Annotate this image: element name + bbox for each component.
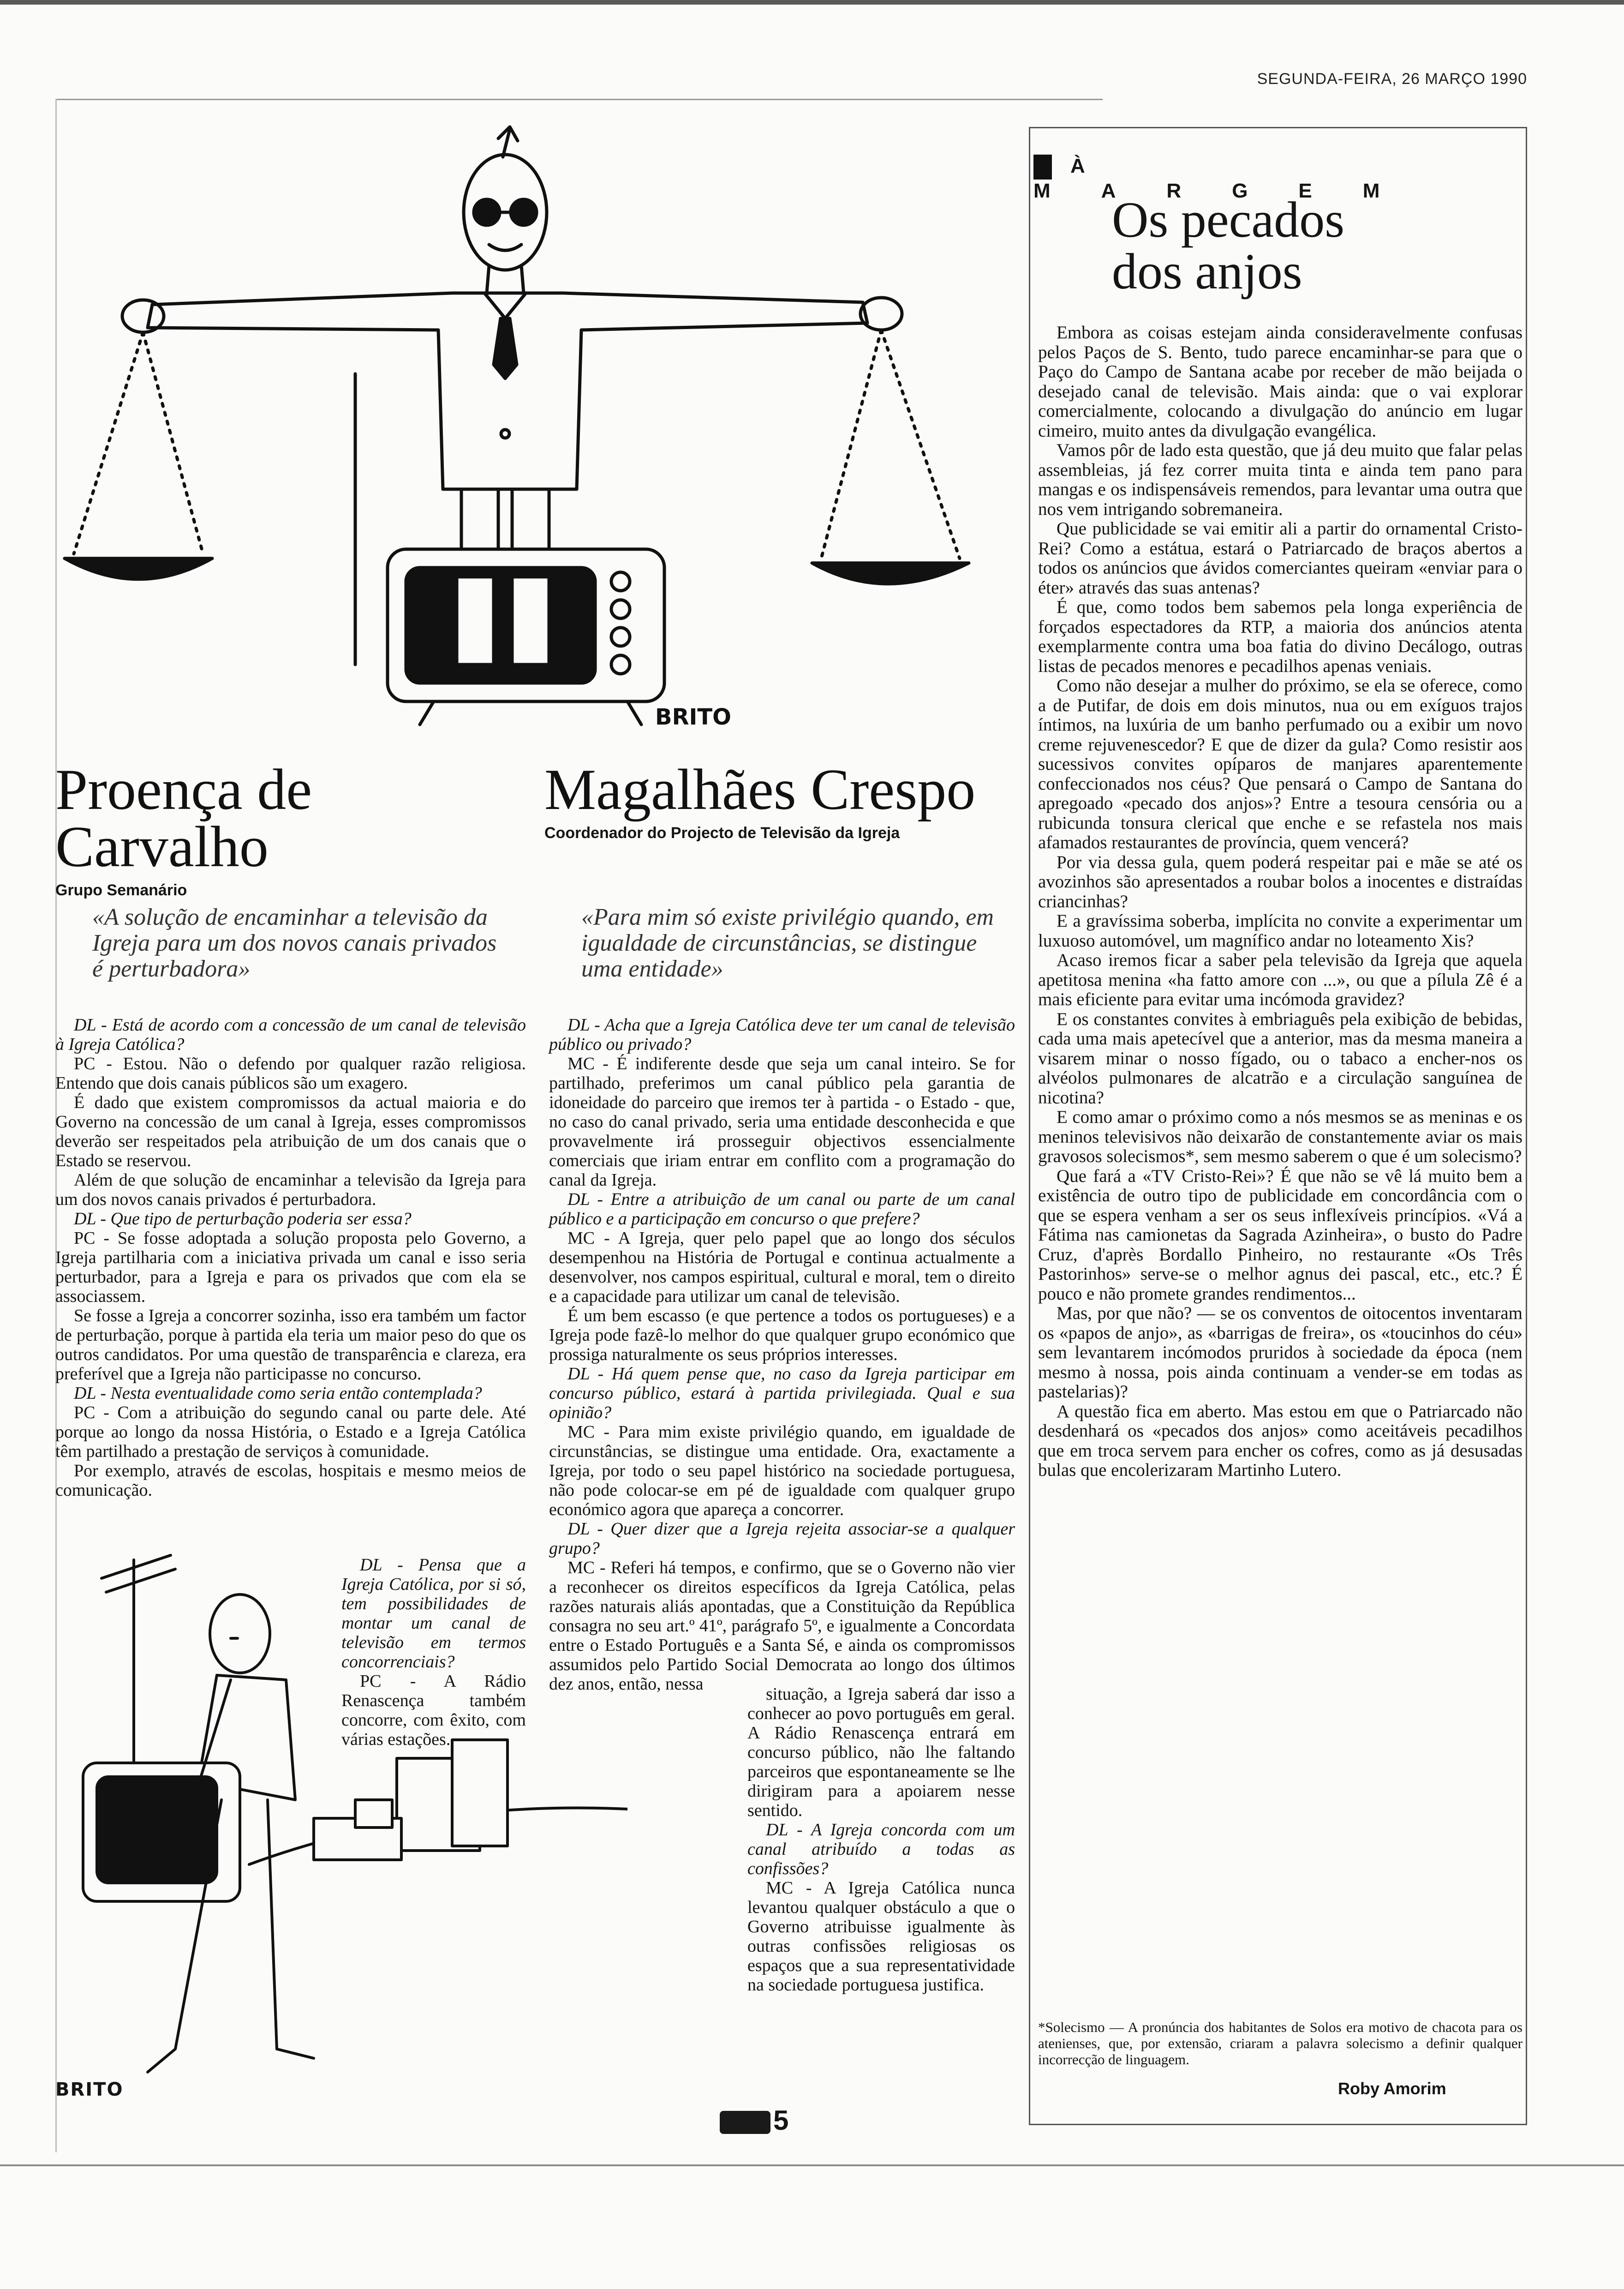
paragraph: E os constantes convites à embriaguês pela exibição de bebidas, cada uma mais apetecível que a anterior, mas da mesma maneira a visarem minar o nosso fígado, ou o tabaco a encher-nos os alvéolos pulmonares de alcatrão e a circulação sanguínea de nicotina?: [1038, 1009, 1522, 1108]
paragraph: Acaso iremos ficar a saber pela televisão da Igreja que aquela apetitosa menina «ha fatto amore con ...», ou que a pílula Zê é a mais eficiente para evitar uma incómoda gravidez?: [1038, 950, 1522, 1009]
newspaper-logo-icon: [720, 2111, 770, 2134]
paragraph: DL - Entre a atribuição de um canal ou parte de um canal público e a participação em concurso o que prefere?: [549, 1190, 1015, 1228]
right-interview-wrap: [747, 1684, 1015, 1995]
header-rule: [55, 99, 1103, 100]
left-interviewee-affiliation: Grupo Semanário: [55, 881, 187, 899]
top-border: [0, 0, 1624, 5]
paragraph: DL - Acha que a Igreja Católica deve ter um canal de televisão público ou privado?: [549, 1015, 1015, 1054]
paragraph: PC - Estou. Não o defendo por qualquer razão religiosa. Entendo que dois canais públicos são um exagero.: [55, 1054, 526, 1093]
paragraph: Que publicidade se vai emitir ali a partir do ornamental Cristo-Rei? Como a estátua, estará o Patriarcado de braços abertos a todos os anúncios que ávidos comerciantes queiram «enviar para o éter» através das suas antenas?: [1038, 519, 1522, 598]
paragraph: A questão fica em aberto. Mas estou em que o Patriarcado não desdenhará os «pecados dos anjos» como aceitáveis pecadilhos que em troca servem para encher os cofres, como as já desusadas bulas que encolerizaram Martinho Lutero.: [1038, 1401, 1522, 1480]
left-pullquote: «A solução de encaminhar a televisão da Igreja para um dos novos canais privados é perturbadora»: [92, 904, 497, 982]
paragraph: É que, como todos bem sabemos pela longa experiência de forçados espectadores da RTP, a maioria dos anúncios atenta exemplarmente contra uma boa fatia do divino Decálogo, outras listas de pecados menores e pecadilhos apenas veniais.: [1038, 597, 1522, 676]
right-interviewee-affiliation: Coordenador do Projecto de Televisão da Igreja: [544, 824, 900, 842]
paragraph: situação, a Igreja saberá dar isso a conhecer ao povo português em geral. A Rádio Renascença entrará em concurso público, não lhe faltando parceiros que espontaneamente se lhe dirigiram para a apoiarem nesse sentido.: [747, 1684, 1015, 1820]
page-date: SEGUNDA-FEIRA, 26 MARÇO 1990: [1257, 70, 1527, 88]
paragraph: Como não desejar a mulher do próximo, se ela se oferece, como a de Putifar, de dois em dois minutos, nua ou em exíguos trajos íntimos, na luxúria de um banho perfumado ou a exibir um novo creme rejuvenescedor? E que de dizer da gula? Como resistir aos sucessivos convites opíparos de manjares aparentemente confeccionados nos céus? Que pensará o Campo de Santana do apregoado «pecado dos anjos»? Entre a tesoura censória ou a rubicunda tonsura clerical que enche e se refastela nos mais afamados restaurantes de província, quem vencerá?: [1038, 676, 1522, 852]
paragraph: DL - Pensa que a Igreja Católica, por si só, tem possibilidades de montar um canal de televisão em termos concorrenciais?: [341, 1555, 526, 1672]
cartoon-signature-bottom: BRITO: [55, 2079, 124, 2100]
sidebar-footnote: *Solecismo — A pronúncia dos habitantes de Solos era motivo de chacota para os atenienses, que, por extensão, criaram a palavra solecismo a definir qualquer incorrecção de linguagem.: [1038, 2019, 1522, 2067]
paragraph: PC - A Rádio Renascença também concorre, com êxito, com várias estações.: [341, 1672, 526, 1749]
paragraph: Por exemplo, através de escolas, hospitais e mesmo meios de comunicação.: [55, 1461, 526, 1500]
paragraph: MC - A Igreja, quer pelo papel que ao longo dos séculos desempenhou na História de Portugal e continua actualmente a desenvolver, nos campos espiritual, cultural e moral, tem o direito e a capacidade para utilizar um canal de televisão.: [549, 1228, 1015, 1306]
paragraph: MC - A Igreja Católica nunca levantou qualquer obstáculo a que o Governo atribuisse igualmente às outras confissões religiosas os espaços que a sua representatividade na sociedade portuguesa justifica.: [747, 1878, 1015, 1995]
right-interviewee-name: Magalhães Crespo: [544, 758, 976, 822]
paragraph: DL - Há quem pense que, no caso da Igreja participar em concurso público, estará à partida privilegiada. Qual e sua opinião?: [549, 1364, 1015, 1422]
page-number: 5: [720, 2104, 788, 2136]
cartoon-signature: BRITO: [655, 704, 731, 730]
sidebar-title: Os pecados dos anjos: [1112, 192, 1345, 300]
paragraph: É dado que existem compromissos da actual maioria e do Governo na concessão de um canal à Igreja, esses compromissos deverão ser respeitados pela atribuição de um dos canais que o Estado se reservou.: [55, 1093, 526, 1170]
paragraph: Além de que solução de encaminhar a televisão da Igreja para um dos novos canais privados é perturbadora.: [55, 1170, 526, 1209]
paragraph: PC - Com a atribuição do segundo canal ou parte dele. Até porque ao longo da nossa História, o Estado e a Igreja Católica têm partilhado a prestação de serviços à comunidade.: [55, 1403, 526, 1461]
sidebar-author: Roby Amorim: [1338, 2079, 1446, 2098]
left-interview-header: [55, 758, 517, 899]
paragraph: E como amar o próximo como a nós mesmos se as meninas e os meninos televisivos não deixarão de constantemente aviar os mais gravosos solecismos*, sem mesmo saberem o que é um solecismo?: [1038, 1107, 1522, 1166]
right-pullquote: «Para mim só existe privilégio quando, em igualdade de circunstâncias, se distingue uma entidade»: [581, 904, 994, 982]
left-interviewee-name: Proença de Carvalho: [55, 758, 312, 879]
paragraph: MC - Referi há tempos, e confirmo, que se o Governo não vier a reconhecer os direitos específicos da Igreja Católica, pelas razões naturais aliás apontadas, que a Constituição da República consagra no seu art.º 41º, parágrafo 5º, e igualmente a Concordata entre o Estado Português e a Santa Sé, e ainda os compromissos assumidos pelo Partido Social Democrata ao longo dos últimos dez anos, então, nessa: [549, 1558, 1015, 1694]
paragraph: É um bem escasso (e que pertence a todos os portugueses) e a Igreja pode fazê-lo melhor do que qualquer grupo económico que prossiga naturalmente os seus próprios interesses.: [549, 1306, 1015, 1364]
paragraph: DL - Está de acordo com a concessão de um canal de televisão à Igreja Católica?: [55, 1015, 526, 1054]
paragraph: DL - Nesta eventualidade como seria então contemplada?: [74, 1384, 482, 1403]
paragraph: Vamos pôr de lado esta questão, que já deu muito que falar pelas assembleias, já fez correr muita tinta e ainda tem pano para mangas e os indispensáveis remendos, para levantar uma outra que nos vem intrigando sobremaneira.: [1038, 440, 1522, 519]
paragraph: Embora as coisas estejam ainda consideravelmente confusas pelos Paços de S. Bento, tudo parece encaminhar-se para que o Paço do Campo de Santana acabe por receber de mão beijada o desejado canal de televisão. Mais ainda: que o vai explorar comercialmente, colocando a divulgação do anúncio em lugar cimeiro, muito antes da divulgação evangélica.: [1038, 323, 1522, 441]
section-marker-icon: [1033, 155, 1052, 180]
bottom-rule: [0, 2164, 1624, 2166]
cartoon-scales-illustration: [55, 120, 978, 748]
paragraph: Se fosse a Igreja a concorrer sozinha, isso era também um factor de perturbação, porque à partida ela teria um maior peso do que os outros candidatos. Por uma questão de transparência e clareza, era preferível que a Igreja não participasse no concurso.: [55, 1306, 526, 1384]
paragraph: MC - Para mim existe privilégio quando, em igualdade de circunstâncias, se distingue uma entidade. Ora, exactamente a Igreja, por todo o seu papel histórico na sociedade portuguesa, não pode colocar-se em pé de igualdade com qualquer grupo económico agora que apareça a concorrer.: [549, 1422, 1015, 1519]
paragraph: PC - Se fosse adoptada a solução proposta pelo Governo, a Igreja partilharia com a iniciativa privada um canal e isso seria perturbador, para a Igreja e para os privados que com ela se associassem.: [55, 1228, 526, 1306]
paragraph: DL - A Igreja concorda com um canal atribuído a todas as confissões?: [747, 1820, 1015, 1878]
sidebar-body: [1038, 323, 1522, 1480]
paragraph: E a gravíssima soberba, implícita no convite a experimentar um luxuoso automóvel, um magnífico andar no loteamento Xis?: [1038, 911, 1522, 951]
paragraph: Por via dessa gula, quem poderá respeitar pai e mãe se até os avozinhos são apresentados a roubar bolos a inocentes e distraídas criancinhas?: [1038, 852, 1522, 911]
left-interview-body: [55, 1015, 526, 1500]
paragraph: MC - É indiferente desde que seja um canal inteiro. Se for partilhado, preferimos um canal público pela garantia de idoneidade do parceiro que iremos ter à partida - o Estado - que, no caso do canal privado, seria uma entidade desconhecida e que provavelmente irá prosseguir objectivos essencialmente comerciais que iriam entrar em conflito com a programação do canal da Igreja.: [549, 1054, 1015, 1190]
right-interview-header: [544, 758, 1006, 842]
paragraph: DL - Quer dizer que a Igreja rejeita associar-se a qualquer grupo?: [549, 1519, 1015, 1558]
paragraph: Mas, por que não? — se os conventos de oitocentos inventaram os «papos de anjo», as «barrigas de freira», os «toucinhos do céu» sem levantarem incómodos pruridos à sociedade da época (nem mesmo à nossa, pois ainda continuam a vender-se em todas as pastelarias)?: [1038, 1303, 1522, 1402]
sidebar-section-label: À MARGEM: [1033, 155, 1431, 203]
paragraph: Que fará a «TV Cristo-Rei»? É que não se vê lá muito bem a existência de outro tipo de publicidade em concordância com o que se espera venham a ser os seus inflexíveis princípios. «Vá a Fátima nas camionetas da Sagrada Azinheira», o busto do Padre Cruz, d'après Bordallo Pinheiro, no restaurante «Os Três Pastorinhos» serve-se o melhor agnus dei pascal, etc., etc.? É pouco e não promete grandes rendimentos...: [1038, 1166, 1522, 1304]
cartoon-man-carrying-tv: [55, 1541, 627, 2118]
paragraph: DL - Que tipo de perturbação poderia ser essa?: [74, 1209, 412, 1228]
